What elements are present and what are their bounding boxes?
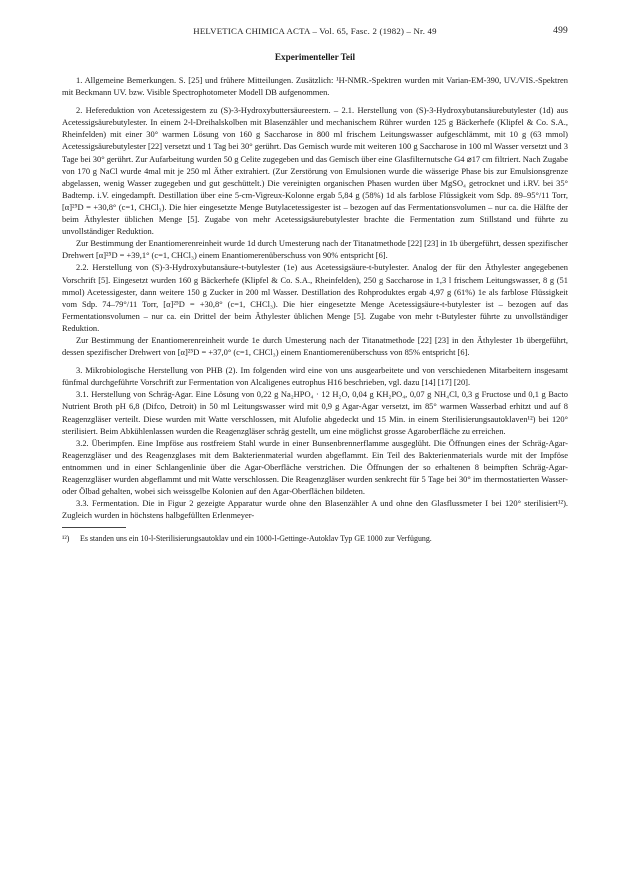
paragraph-3-1: 3.1. Herstellung von Schräg-Agar. Eine Lösung von 0,22 g Na₂HPO₄ · 12 H₂O, 0,04 g KH₂PO₄, 0,07 g NH₄Cl, 0,3 g Fructose und 0,1 g Bacto Nutrient Broth pH 6,8 (Difco, Detroit) in 50 ml Leitungswasser wird mit 0,9 g Agar-Agar versetzt, im 85° warmen Wasserbad erhitzt und auf 8 Reagenzgläser verteilt. Diese wurden mit Watte verschlossen, mit Alufolie abgedeckt und 15 Min. in einem Sterilisierungsautoklaven¹²) bei 120° sterilisiert. Beim Abkühlenlassen wurden die Reagenzgläser schräg gestellt, um eine möglichst grosse Agaroberfläche zu erreichen.	[62, 389, 568, 436]
paragraph-3-3: 3.3. Fermentation. Die in Figur 2 gezeigte Apparatur wurde ohne den Blasenzähler A und ohne den Glasflussmeter I bei 120° sterilisiert¹²). Zugleich wurden in höchstens halbgefüllten Erlenmeyer-	[62, 498, 568, 521]
paragraph-mikrobiologische: 3. Mikrobiologische Herstellung von PHB (2). Im folgenden wird eine von uns ausgearbeitete und von verschiedenen Mitarbeitern insgesamt fünfmal durchgeführte Vorschrift zur Fermentation von Alcaligenes eutrophus H16 beschrieben, vgl. dazu [14] [17] [20].	[62, 365, 568, 388]
page-number: 499	[553, 26, 568, 36]
footnote-text: Es standen uns ein 10-l-Sterilisierungsautoklav und ein 1000-l-Gettinge-Autoklav Typ GE 1000 zur Verfügung.	[80, 534, 432, 544]
footnote	[62, 533, 568, 544]
section-title: Experimenteller Teil	[274, 52, 356, 62]
paragraph-hefereduktion: 2. Hefereduktion von Acetessigestern zu (S)-3-Hydroxybuttersäureestern. – 2.1. Herstellung von (S)-3-Hydroxybutansäurebutylester (1d) aus Acetessigsäurebutylester. In einem 2-l-Dreihalskolben mit Blasenzähler und mechanischem Rührer wurden 125 g Bäckerhefe (Klipfel & Co. S.A., Rheinfelden) mit einer 30° warmen Lösung von 160 g Saccharose in 800 ml frischem Leitungswasser aufgeschlämmt, mit 10 g (63 mmol) Acetessigsäurebutylester [22] versetzt und 1 Tag bei 30° gerührt. Das Gemisch wurde mit weiteren 100 g Saccharose in 100 ml Wasser versetzt und 3 Tage bei 30° gerührt. Zur Aufarbeitung wurden 50 g Celite zugegeben und das Gemisch über eine Glasfilternutsche G4 ⌀17 cm filtriert. Nach Zugabe von 170 g NaCl wurde 4mal mit je 250 ml Äther extrahiert. (Zur Zerstörung von Emulsionen wurde die wässerige Phase bis zur Emulsionsgrenze abgelassen, wenig Wasser zugegeben und gut geschüttelt.) Die vereinigten organischen Phasen wurden über MgSO₄ getrocknet und i.RV. bei 35° Badtemp. i.V. eingedampft. Destillation über eine 5-cm-Vigreux-Kolonne ergab 5,84 g (58%) 1d als farblose Flüssigkeit vom Sdp. 89–95°/11 Torr, [α]²⁵D = +30,8° (c=1, CHCl₃). Die hier eingesetzte Menge Butylacetessigester ist – bezogen auf das Fermentationsvolumen – nur ca. die Hälfte der beim Äthylester üblichen Menge [5]. Zugabe von mehr Acetessigsäurebutylester brachte die Fermentation zum Stillstand und führte zu unvollständiger Reduktion.	[62, 105, 568, 237]
paragraph-enantiomer-1d: Zur Bestimmung der Enantiomerenreinheit wurde 1d durch Umesterung nach der Titanatmethode [22] [23] in 1b übergeführt, dessen spezifischer Drehwert [α]²⁵D = +39,1° (c=1, CHCl₃) einem Enantiomerenüberschuss von 90% entspricht [6].	[62, 238, 568, 261]
paragraph-allgemeine: 1. Allgemeine Bemerkungen. S. [25] und frühere Mitteilungen. Zusätzlich: ¹H-NMR.-Spektren wurden mit Varian-EM-390, UV./VIS.-Spektren mit Beckmann UV. bzw. Visible Spectrophotometer Modell DB aufgenommen.	[62, 75, 568, 98]
footnote-rule	[62, 527, 126, 528]
paragraph-enantiomer-1e: Zur Bestimmung der Enantiomerenreinheit wurde 1e durch Umesterung nach der Titanatmethode [22] [23] in den Äthylester 1b übergeführt, dessen spezifischer Drehwert von [α]²⁵D = +37,0° (c=1, CHCl₃) einem Enantiomerenüberschuss von 85% entspricht [6].	[62, 334, 568, 358]
footnote-mark: ¹²)	[62, 534, 70, 544]
paragraph-3-2: 3.2. Überimpfen. Eine Impföse aus rostfreiem Stahl wurde in einer Bunsenbrennerflamme ausgeglüht. Die Öffnungen eines der Schräg-Agar-Reagenzgläser und des Reagenzglases mit dem Bakterienmaterial wurden abgeflammt. Ein Teil des Bakterienmaterials wurde mit der Impföse entnommen und in einer Schlangenlinie über die Agar-Oberfläche verstrichen. Die Öffnungen der so erhaltenen 8 beimpften Schräg-Agar-Reagenzgläser wurden abgeflammt und mit Watte verschlossen. Die Reagenzgläser wurden senkrecht für 5 Tage bei 30° im thermostatierten Wasser- oder Ölbad gehalten, wobei sich weissgelbe Kolonien auf den Agar-Oberflächen bildeten.	[62, 437, 568, 497]
paragraph-2-2: 2.2. Herstellung von (S)-3-Hydroxybutansäure-t-butylester (1e) aus Acetessigsäure-t-butylester. Analog der für den Äthylester angegebenen Vorschrift [5]. Eingesetzt wurden 160 g Bäckerhefe (Klipfel & Co. S.A., Rheinfelden), 250 g Saccharose in 1,3 l frischem Leitungswasser, 8 g (51 mmol) Acetessigester, dann weitere 150 g Zucker in 200 ml Wasser. Destillation des Rohproduktes ergab 4,97 g (61%) 1e als farblose Flüssigkeit vom Sdp. 74–79°/11 Torr, [α]²⁵D = +30,8° (c=1, CHCl₃). Die hier eingesetzte Menge Acetessigsäure-t-butylester ist – bezogen auf das Fermentationsvolumen – nur ca. ein Drittel der beim Äthylester üblichen Menge [5]. Zugabe von mehr t-Butylester führte zu unvollständiger Reduktion.	[62, 262, 568, 333]
running-head: HELVETICA CHIMICA ACTA – Vol. 65, Fasc. 2 (1982) – Nr. 49	[193, 26, 437, 36]
running-header	[62, 26, 568, 40]
page	[62, 26, 568, 544]
